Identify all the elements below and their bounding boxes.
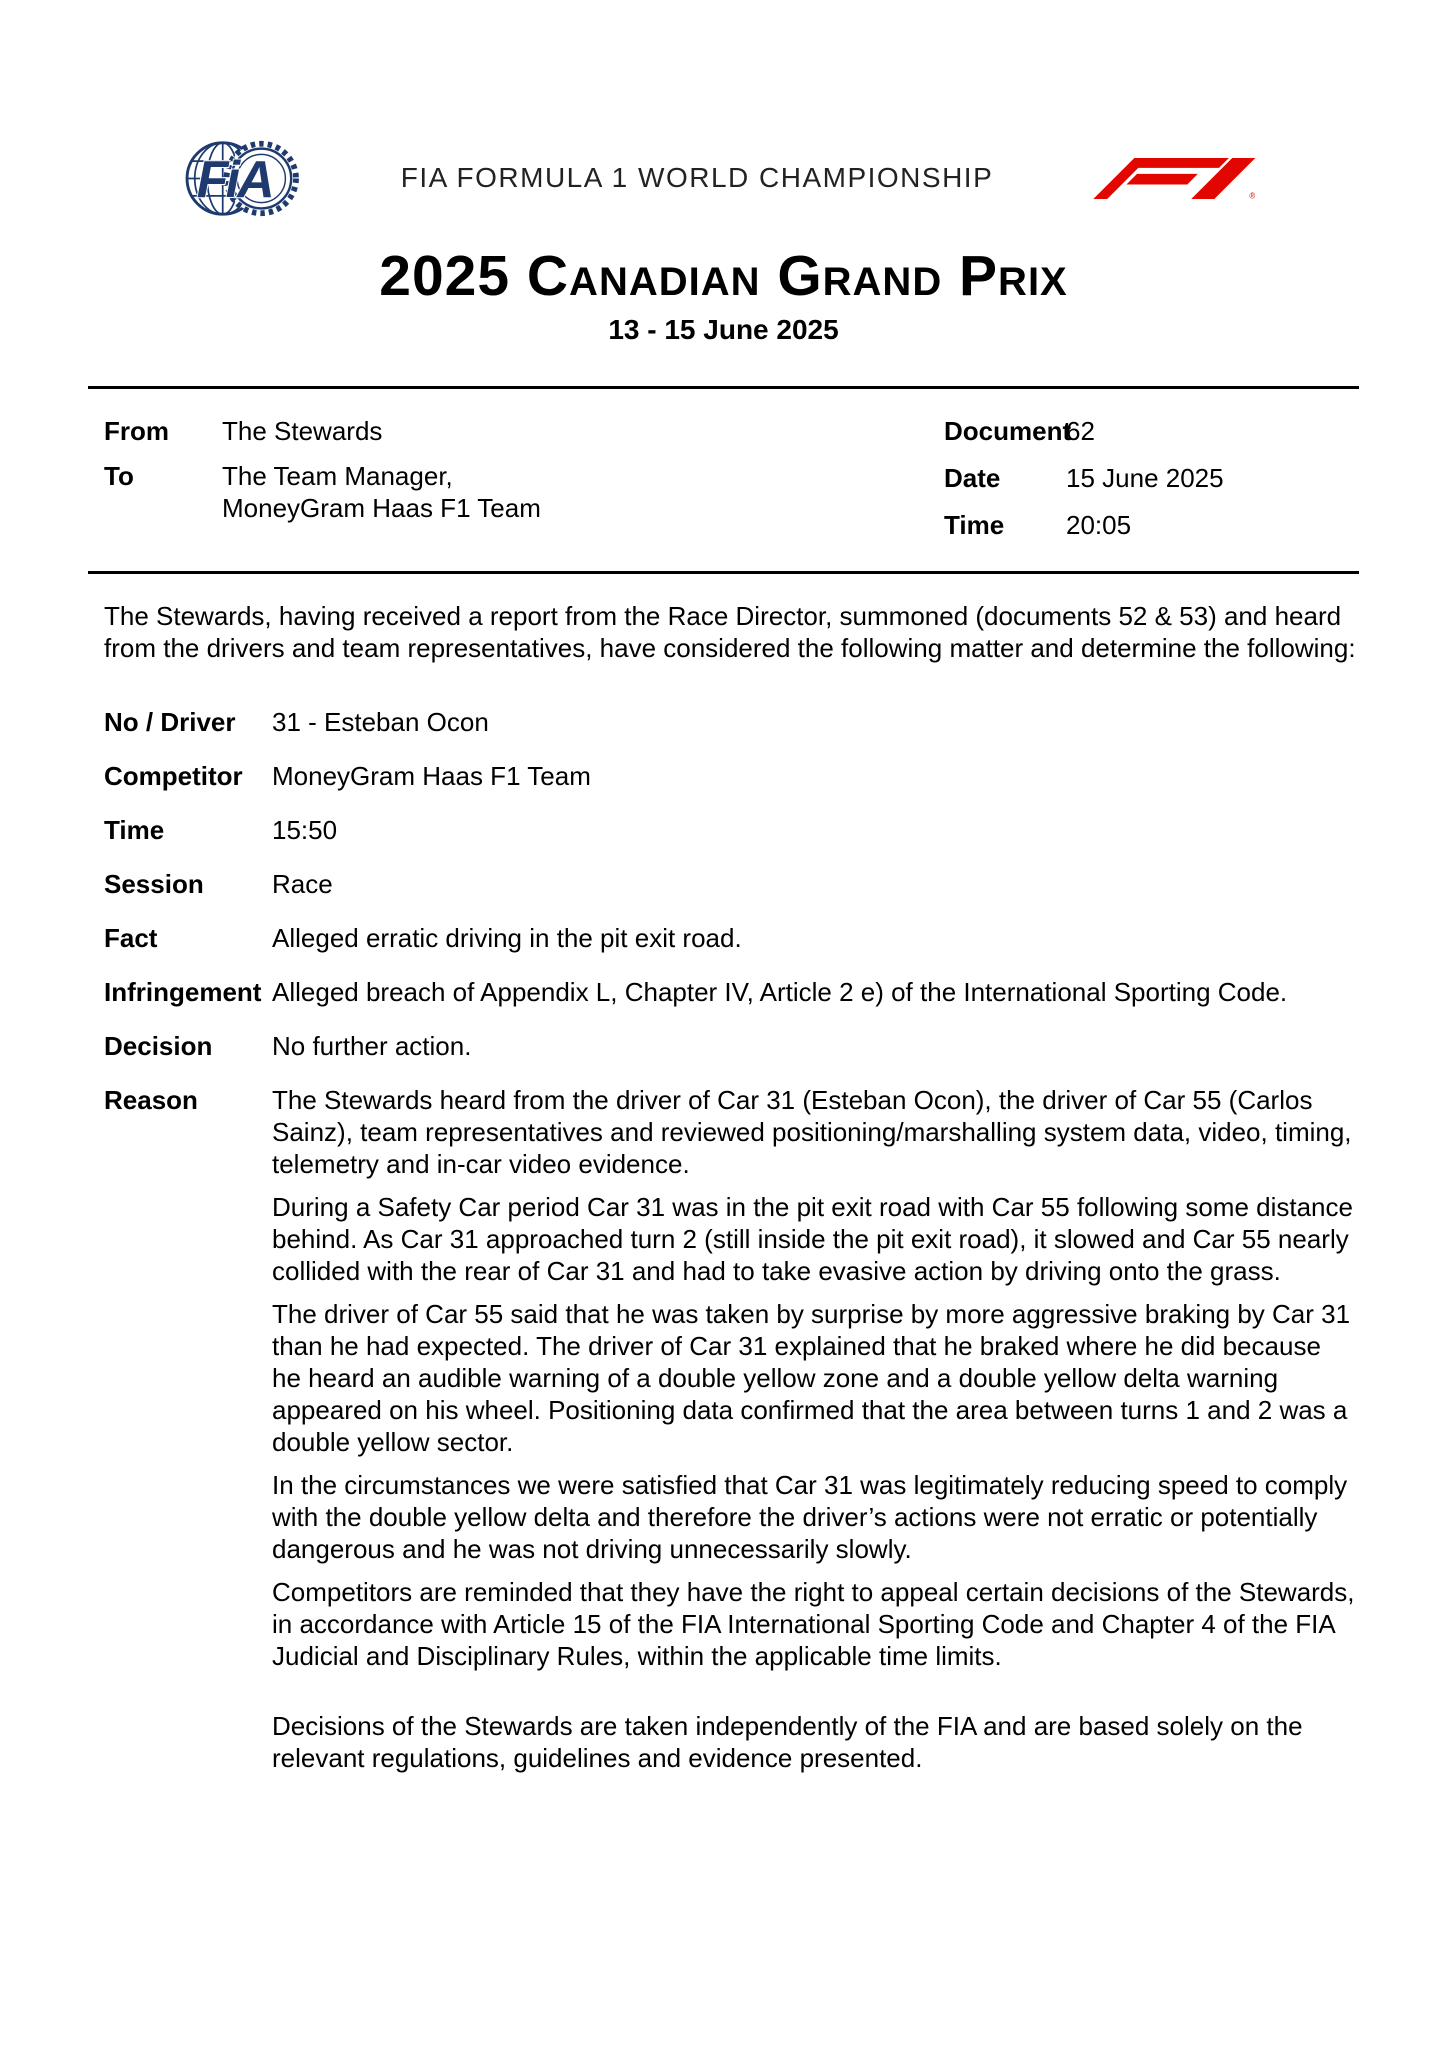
time-field-value: 15:50 — [272, 815, 338, 845]
reason-text — [272, 1084, 1357, 1774]
f1-logo — [1093, 158, 1259, 199]
f1-registered-mark: ® — [1249, 190, 1256, 199]
intro-paragraph: The Stewards, having received a report from the Race Director, summoned (documents 52 & 53) and heard from the drivers and team representatives, have considered the following matter and determine the following: — [104, 601, 1356, 663]
decision-label: Decision — [104, 1031, 213, 1061]
field-row-reason — [104, 1084, 1357, 1774]
title-block — [0, 246, 1447, 346]
event-title: 2025 Canadian Grand Prix — [379, 244, 1068, 308]
decision-value: No further action. — [272, 1031, 472, 1061]
no-driver-value: 31 - Esteban Ocon — [272, 707, 489, 737]
reason-paragraph-5: Competitors are reminded that they have the right to appeal certain decisions of the Stewards, in accordance with Article 15 of the FIA International Sporting Code and Chapter 4 of the FIA Judicial and Disciplinary Rules, within the applicable time limits. — [272, 1577, 1355, 1671]
from-value: The Stewards — [222, 416, 383, 446]
fia-logo — [183, 138, 301, 219]
session-value: Race — [272, 869, 333, 899]
reason-paragraph-1: The Stewards heard from the driver of Car 31 (Esteban Ocon), the driver of Car 55 (Carlos Sainz), team representatives and reviewed positioning/marshalling system data, video, timing, telemetry and in-car video evidence. — [272, 1085, 1352, 1179]
infringement-value: Alleged breach of Appendix L, Chapter IV, Article 2 e) of the International Sporting Code. — [272, 977, 1288, 1007]
time-field-label: Time — [104, 815, 165, 845]
session-label: Session — [104, 869, 204, 899]
field-row-no-driver — [104, 706, 1357, 738]
decision-fields — [104, 706, 1357, 1774]
document-value: 62 — [1066, 416, 1095, 446]
time-value: 20:05 — [1066, 510, 1132, 540]
infringement-label: Infringement — [104, 977, 262, 1007]
fact-label: Fact — [104, 923, 158, 953]
no-driver-label: No / Driver — [104, 707, 236, 737]
reason-paragraph-3: The driver of Car 55 said that he was taken by surprise by more aggressive braking by Car 31 than he had expected. The driver of Car 31 explained that he braked where he did because he heard an audible warning of a double yellow zone and a double yellow delta warning appeared on his wheel. Positioning data confirmed that the area between turns 1 and 2 was a double yellow sector. — [272, 1299, 1351, 1457]
f1-logo-f-midbar — [1126, 173, 1197, 184]
field-row-competitor — [104, 760, 1357, 792]
to-value-line1: The Team Manager, — [222, 461, 453, 491]
meta-table — [88, 386, 1359, 574]
fia-logo-text: FiA — [196, 150, 272, 209]
document-label: Document — [944, 416, 1072, 446]
to-value — [222, 460, 944, 524]
field-row-infringement — [104, 976, 1357, 1008]
to-label: To — [104, 461, 134, 491]
from-label: From — [104, 416, 169, 446]
competitor-label: Competitor — [104, 761, 243, 791]
meta-left-column — [104, 415, 944, 541]
field-row-time — [104, 814, 1357, 846]
reason-label: Reason — [104, 1085, 198, 1115]
event-dates: 13 - 15 June 2025 — [608, 314, 839, 345]
reason-paragraph-2: During a Safety Car period Car 31 was in the pit exit road with Car 55 following some distance behind. As Car 31 approached turn 2 (still inside the pit exit road), it slowed and Car 55 nearly collided with the rear of Car 31 and had to take evasive action by driving onto the grass. — [272, 1192, 1353, 1286]
field-row-session — [104, 868, 1357, 900]
to-value-line2: MoneyGram Haas F1 Team — [222, 493, 541, 523]
reason-paragraph-4: In the circumstances we were satisfied that Car 31 was legitimately reducing speed to comply with the double yellow delta and therefore the driver’s actions were not erratic or potentially dangerous and he was not driving unnecessarily slowly. — [272, 1470, 1348, 1564]
competitor-value: MoneyGram Haas F1 Team — [272, 761, 591, 791]
date-label: Date — [944, 463, 1001, 493]
field-row-fact — [104, 922, 1357, 954]
field-row-decision — [104, 1030, 1357, 1062]
meta-right-column — [944, 415, 1359, 541]
document-header — [0, 136, 1447, 220]
championship-title: FIA FORMULA 1 WORLD CHAMPIONSHIP — [400, 162, 994, 193]
closing-paragraph: Decisions of the Stewards are taken independently of the FIA and are based solely on the relevant regulations, guidelines and evidence presented. — [272, 1711, 1303, 1773]
time-label: Time — [944, 510, 1005, 540]
fact-value: Alleged erratic driving in the pit exit road. — [272, 923, 742, 953]
date-value: 15 June 2025 — [1066, 463, 1224, 493]
